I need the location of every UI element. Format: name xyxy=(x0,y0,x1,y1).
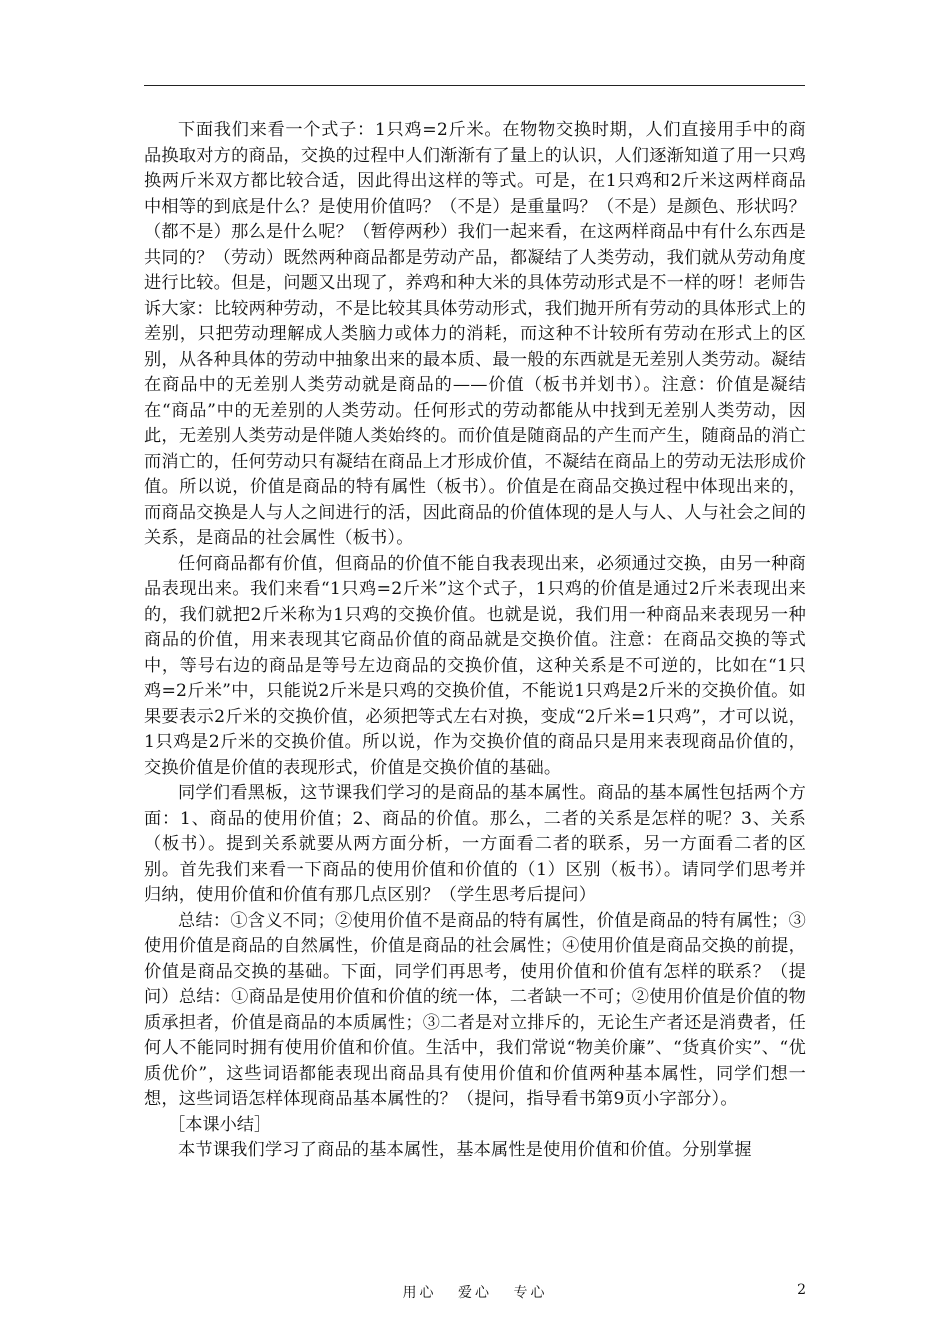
page-number: 2 xyxy=(797,1282,806,1298)
paragraph-basic-attributes: 同学们看黑板，这节课我们学习的是商品的基本属性。商品的基本属性包括两个方面：1、商品的使用价值；2、商品的价值。那么，二者的关系是怎样的呢？3、关系（板书）。提到关系就要从两方面分析，一方面看二者的联系，另一方面看二者的区别。首先我们来看一下商品的使用价值和价值的（1）区别（板书）。请同学们思考并归纳，使用价值和价值有那几点区别？（学生思考后提问） xyxy=(144,783,806,905)
header-rule xyxy=(144,85,805,86)
paragraph-exchange-value: 任何商品都有价值，但商品的价值不能自我表现出来，必须通过交换，由另一种商品表现出来。我们来看“1只鸡=2斤米”这个式子，1只鸡的价值是通过2斤米表现出来的，我们就把2斤米称为1只鸡的交换价值。也就是说，我们用一种商品来表现另一种商品的价值，用来表现其它商品价值的商品就是交换价值。注意：在商品交换的等式中，等号右边的商品是等号左边商品的交换价值，这种关系是不可逆的，比如在“1只鸡=2斤米”中，只能说2斤米是只鸡的交换价值，不能说1只鸡是2斤米的交换价值。如果要表示2斤米的交换价值，必须把等式左右对换，变成“2斤米=1只鸡”，才可以说，1只鸡是2斤米的交换价值。所以说，作为交换价值的商品只是用来表现商品价值的，交换价值是价值的表现形式，价值是交换价值的基础。 xyxy=(144,553,806,778)
paragraph-value-intro: 下面我们来看一个式子：1只鸡=2斤米。在物物交换时期，人们直接用手中的商品换取对方的商品，交换的过程中人们渐渐有了量上的认识，人们逐渐知道了用一只鸡换两斤米双方都比较合适，因此得出这样的等式。可是，在1只鸡和2斤米这两样商品中相等的到底是什么？是使用价值吗？（不是）是重量吗？（不是）是颜色、形状吗？（都不是）那么是什么呢？（暂停两秒）我们一起来看，在这两样商品中有什么东西是共同的？（劳动）既然两种商品都是劳动产品，都凝结了人类劳动，我们就从劳动角度进行比较。但是，问题又出现了，养鸡和种大米的具体劳动形式是不一样的呀！老师告诉大家：比较两种劳动，不是比较其具体劳动形式，我们抛开所有劳动的具体形式上的差别，只把劳动理解成人类脑力或体力的消耗，而这种不计较所有劳动在形式上的区别，从各种具体的劳动中抽象出来的最本质、最一般的东西就是无差别人类劳动。凝结在商品中的无差别人类劳动就是商品的——价值（板书并划书）。注意：价值是凝结在“商品”中的无差别的人类劳动。任何形式的劳动都能从中找到无差别人类劳动，因此，无差别人类劳动是伴随人类始终的。而价值是随商品的产生而产生，随商品的消亡而消亡的，任何劳动只有凝结在商品上才形成价值，不凝结在商品上的劳动无法形成价值。所以说，价值是商品的特有属性（板书）。价值是在商品交换过程中体现出来的，而商品交换是人与人之间进行的活，因此商品的价值体现的是人与人、人与社会之间的关系，是商品的社会属性（板书）。 xyxy=(144,120,806,548)
footer-slogan: 用心 爱心 专心 xyxy=(402,1285,548,1301)
paragraph-summary-points: 总结：①含义不同；②使用价值不是商品的特有属性，价值是商品的特有属性；③使用价值是商品的自然属性，价值是商品的社会属性；④使用价值是商品交换的前提，价值是商品交换的基础。下面，同学们再思考，使用价值和价值有怎样的联系？（提问）总结：①商品是使用价值和价值的统一体，二者缺一不可；②使用价值是价值的物质承担者，价值是商品的本质属性；③二者是对立排斥的，无论生产者还是消费者，任何人不能同时拥有使用价值和价值。生活中，我们常说“物美价廉”、“货真价实”、“优质优价”，这些词语都能表现出商品具有使用价值和价值两种基本属性，同学们想一想，这些词语怎样体现商品基本属性的？（提问，指导看书第9页小字部分）。 xyxy=(144,910,806,1109)
lesson-summary-heading: ［本课小结］ xyxy=(168,1114,272,1135)
lesson-summary-text: 本节课我们学习了商品的基本属性，基本属性是使用价值和价值。分别掌握 xyxy=(178,1140,752,1160)
document-body xyxy=(144,118,806,1164)
